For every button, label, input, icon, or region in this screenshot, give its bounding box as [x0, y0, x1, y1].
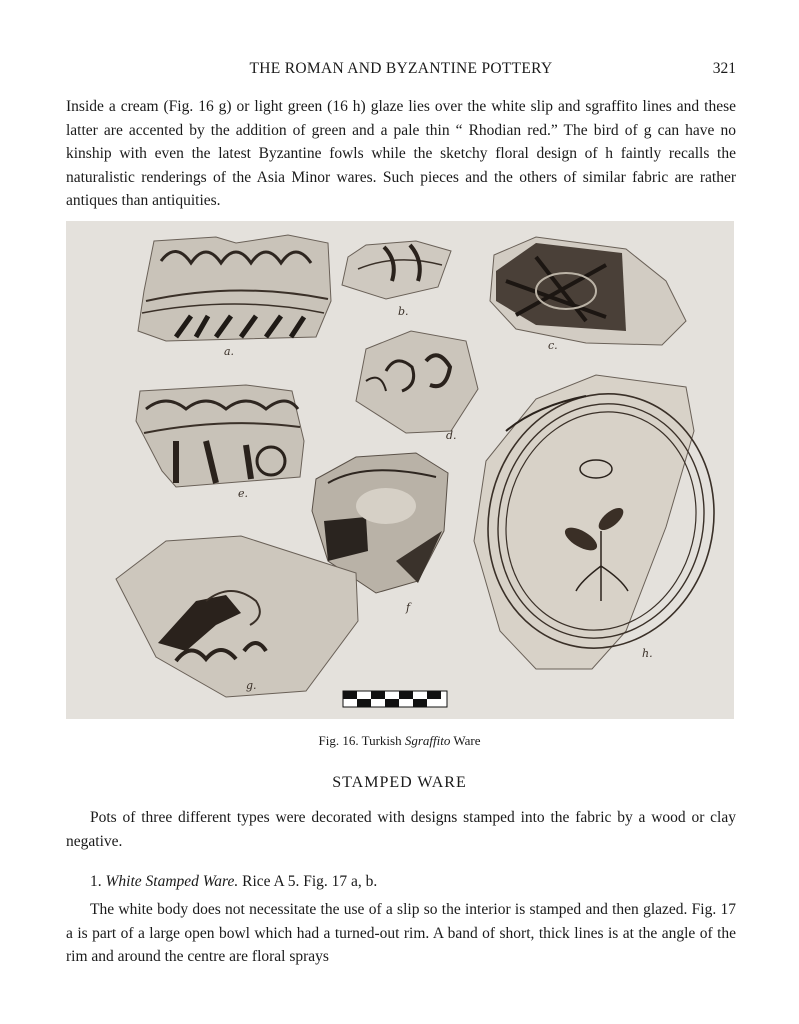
label-e: e.: [238, 487, 249, 500]
label-a: a.: [224, 345, 235, 358]
item-number: 1.: [90, 873, 102, 890]
label-f: f: [406, 601, 411, 614]
caption-text-before: Turkish: [361, 733, 405, 748]
label-c: c.: [548, 339, 558, 352]
section-heading: STAMPED WARE: [332, 774, 467, 791]
paragraph-stamped-intro: Pots of three different types were decorated with designs stamped into the fabric by a wood or clay negative.: [66, 809, 736, 850]
sherds-illustration: [66, 221, 734, 719]
figure-caption: [0, 733, 799, 749]
figure-16-photo: [66, 221, 734, 719]
item-reference: Rice A 5. Fig. 17 a, b.: [238, 873, 378, 890]
label-d: d.: [446, 429, 457, 442]
paragraph-white-stamped-heading: [66, 870, 736, 894]
label-h: h.: [642, 647, 653, 660]
page-number: 321: [712, 60, 736, 77]
label-g: g.: [246, 679, 257, 692]
paragraph-intro: Inside a cream (Fig. 16 g) or light green (16 h) glaze lies over the white slip and sgraffito lines and these latter are accented by the addition of green and a pale thin “ Rhodian red.” The bird of g can have no kinship with even the latest Byzantine fowls while the sketchy floral design of h faintly recalls the naturalistic renderings of the Asia Minor wares. Such pieces and the others of similar fabric are rather antiques than antiquities.: [66, 98, 736, 209]
caption-italic: Sgraffito: [404, 733, 451, 748]
page-header: [66, 60, 736, 84]
label-b: b.: [398, 305, 409, 318]
sherd-a: [138, 235, 331, 341]
paragraph-white-stamped-body: The white body does not necessitate the use of a slip so the interior is stamped and then glazed. Fig. 17 a is part of a large open bowl which had a turned-out rim. A band of short, thick lines is at the angle of the rim and around the centre are floral sprays: [66, 901, 736, 965]
scale-bar: [343, 691, 447, 707]
caption-fig-number: Fig. 16.: [318, 733, 359, 748]
item-title: White Stamped Ware.: [105, 873, 239, 890]
running-title: THE ROMAN AND BYZANTINE POTTERY: [249, 60, 553, 77]
caption-text-after: Ware: [450, 733, 481, 748]
